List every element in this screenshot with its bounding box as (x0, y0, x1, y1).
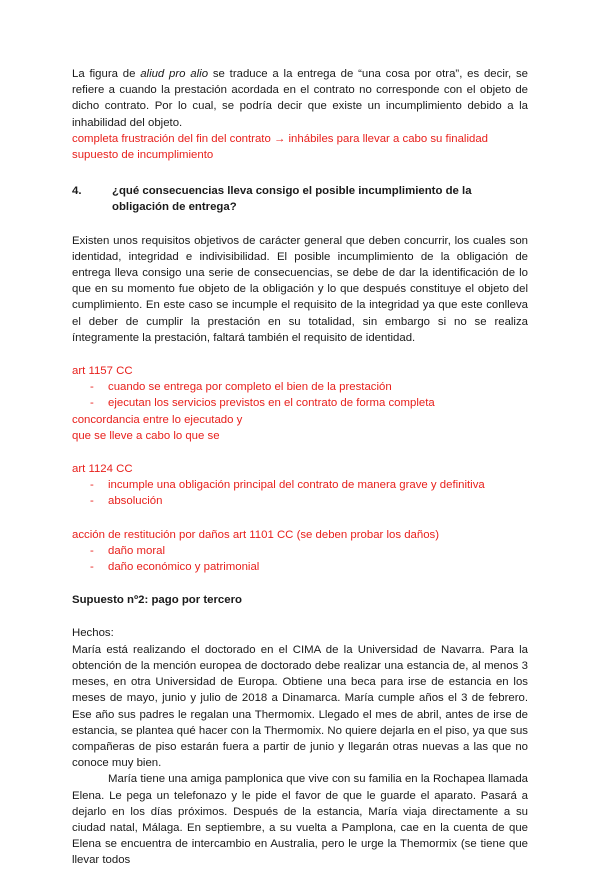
heading-text: ¿qué consecuencias lleva consigo el posible incumplimiento de la obligación de entrega? (112, 185, 472, 214)
note-art-1157 (72, 363, 528, 444)
red-note-supuesto: supuesto de incumplimiento (72, 149, 214, 162)
note-title: acción de restitución por daños art 1101 CC (se deben probar los daños) (72, 528, 440, 541)
red-note-frustracion: completa frustración del fin del contrato → inhábiles para llevar a cabo su finalidad (72, 132, 488, 145)
list-item-text: ejecutan los servicios previstos en el contrato de forma completa (108, 397, 435, 410)
dash-bullet: - (90, 561, 94, 574)
note-list (72, 543, 528, 575)
hechos-label: Hechos: (72, 627, 114, 640)
italic-term: aliud pro alio (140, 68, 209, 80)
note-art-1124 (72, 461, 528, 510)
paragraph-requisitos: Existen unos requisitos objetivos de carácter general que deben concurrir, los cuales son identidad, integridad e indivisibilidad. El posible incumplimiento de la obligación de entrega lleva consigo una serie de consecuencias, se debe de dar la identificación de lo que en su momento fue objeto de la obligación y lo que después constituye el objeto del cumplimiento. En este caso se incumple el requisito de la integridad ya que este conlleva el deber de cumplir la prestación en su totalidad, sin embargo si no se realiza íntegramente la prestación, faltará también el requisito de identidad. (72, 234, 528, 344)
note-list (72, 379, 528, 411)
list-item-text: daño moral (108, 544, 165, 557)
supuesto-heading: Supuesto nº2: pago por tercero (72, 594, 242, 607)
text-run: La figura de (72, 68, 141, 80)
list-item (90, 477, 528, 493)
note-line: que se lleve a cabo lo que se (72, 429, 220, 442)
list-item (90, 379, 528, 395)
dash-bullet: - (90, 544, 94, 557)
note-title: art 1157 CC (72, 365, 133, 378)
list-item-text: cuando se entrega por completo el bien de la prestación (108, 381, 392, 394)
dash-bullet: - (90, 479, 94, 492)
note-title: art 1124 CC (72, 463, 133, 476)
list-item-text: daño económico y patrimonial (108, 561, 260, 574)
text-run: se traduce a la entrega de “una cosa por otra”, es decir, se refiere a cuando la prestación acordada en el contrato no corresponde con el objeto de dicho contrato. Por lo cual, se podría decir que existe un incumplimiento debido a la inhabilidad del objeto. (72, 68, 529, 129)
list-item (90, 493, 528, 509)
dash-bullet: - (90, 397, 94, 410)
list-item (90, 559, 528, 575)
dash-bullet: - (90, 381, 94, 394)
heading-number: 4. (72, 185, 82, 198)
list-item-text: incumple una obligación principal del contrato de manera grave y definitiva (108, 479, 485, 492)
paragraph-hechos-2: María tiene una amiga pamplonica que vive con su familia en la Rochapea llamada Elena. Le pega un telefonazo y le pide el favor de que le guarde el aparato. Pasará a dejarlo en los días próximos. Después de la estancia, María viaja directamente a su ciudad natal, Málaga. En septiembre, a su vuelta a Pamplona, cae en la cuenta de que Elena se encuentra de intercambio en Australia, pero le urge la Themormix (se tiene que llevar todos (72, 773, 528, 867)
paragraph-hechos-1: María está realizando el doctorado en el CIMA de la Universidad de Navarra. Para la obtención de la mención europea de doctorado debe realizar una estancia de, al menos 3 meses, en otra Universidad de Europa. Obtiene una beca para irse de estancia en los meses de mayo, junio y julio de 2018 a Dinamarca. María cumple años el 3 de febrero. Ese año sus padres le regalan una Thermomix. Llegado el mes de abril, antes de irse de estancia, se plantea qué hacer con la Thermomix. No quiere dejarla en el piso, ya que sus compañeras de piso estarán fuera a partir de junio y llegarán otras nuevas a las que no conoce muy bien. (72, 643, 528, 770)
list-item (90, 543, 528, 559)
note-list (72, 477, 528, 509)
list-item (90, 395, 528, 411)
note-line: concordancia entre lo ejecutado y (72, 413, 243, 426)
paragraph-aliud-pro-alio (72, 66, 528, 131)
dash-bullet: - (90, 495, 94, 508)
list-item-text: absolución (108, 495, 163, 508)
note-art-1101 (72, 527, 528, 576)
section-heading-4 (72, 183, 528, 215)
